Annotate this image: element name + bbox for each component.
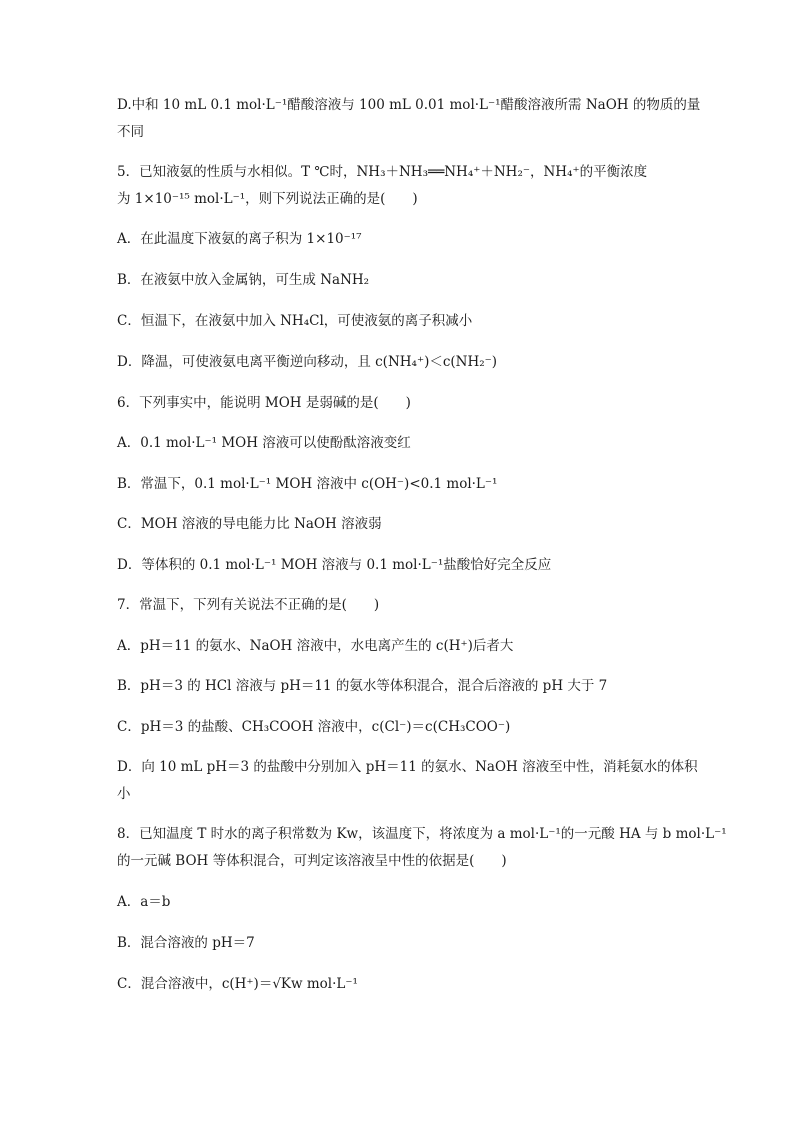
q6-option-b: B．常温下，0.1 mol·L⁻¹ MOH 溶液中 c(OH⁻)<0.1 mol·L⁻¹: [117, 476, 498, 492]
question-8-line1: 8．已知温度 T 时水的离子积常数为 Kw，该温度下，将浓度为 a mol·L⁻¹的一元酸 HA 与 b mol·L⁻¹: [117, 826, 727, 842]
question-5-line2: 为 1×10⁻¹⁵ mol·L⁻¹，则下列说法正确的是( ): [117, 191, 418, 207]
q7-option-b: B．pH＝3 的 HCl 溶液与 pH＝11 的氨水等体积混合，混合后溶液的 pH 大于 7: [117, 678, 608, 694]
q5-option-a: A．在此温度下液氨的离子积为 1×10⁻¹⁷: [117, 231, 362, 247]
q7-option-a: A．pH＝11 的氨水、NaOH 溶液中，水电离产生的 c(H⁺)后者大: [117, 638, 514, 654]
question-5-line1: 5．已知液氨的性质与水相似。T ℃时，NH₃＋NH₃══NH₄⁺＋NH₂⁻，NH₄⁺的平衡浓度: [117, 164, 648, 180]
option-d-q4-line2: 不同: [117, 124, 144, 140]
q8-option-c: C．混合溶液中，c(H⁺)＝√Kw mol·L⁻¹: [117, 976, 358, 992]
q5-option-d: D．降温，可使液氨电离平衡逆向移动，且 c(NH₄⁺)＜c(NH₂⁻): [117, 354, 498, 370]
question-7: 7．常温下，下列有关说法不正确的是( ): [117, 597, 380, 613]
q7-option-c: C．pH＝3 的盐酸、CH₃COOH 溶液中，c(Cl⁻)＝c(CH₃COO⁻): [117, 719, 511, 735]
question-8-line2: 的一元碱 BOH 等体积混合，可判定该溶液呈中性的依据是( ): [117, 853, 507, 869]
q6-option-a: A．0.1 mol·L⁻¹ MOH 溶液可以使酚酞溶液变红: [117, 435, 411, 451]
q7-option-d-line2: 小: [117, 786, 131, 802]
q6-option-c: C．MOH 溶液的导电能力比 NaOH 溶液弱: [117, 516, 382, 532]
question-6: 6．下列事实中，能说明 MOH 是弱碱的是( ): [117, 395, 411, 411]
q6-option-d: D．等体积的 0.1 mol·L⁻¹ MOH 溶液与 0.1 mol·L⁻¹盐酸恰好完全反应: [117, 557, 552, 573]
option-d-q4-line1: D.中和 10 mL 0.1 mol·L⁻¹醋酸溶液与 100 mL 0.01 mol·L⁻¹醋酸溶液所需 NaOH 的物质的量: [117, 97, 701, 113]
q5-option-b: B．在液氨中放入金属钠，可生成 NaNH₂: [117, 272, 370, 288]
q7-option-d-line1: D．向 10 mL pH＝3 的盐酸中分别加入 pH＝11 的氨水、NaOH 溶液至中性，消耗氨水的体积: [117, 759, 698, 775]
q5-option-c: C．恒温下，在液氨中加入 NH₄Cl，可使液氨的离子积减小: [117, 313, 473, 329]
q8-option-a: A．a＝b: [117, 894, 171, 910]
q8-option-b: B．混合溶液的 pH＝7: [117, 935, 255, 951]
